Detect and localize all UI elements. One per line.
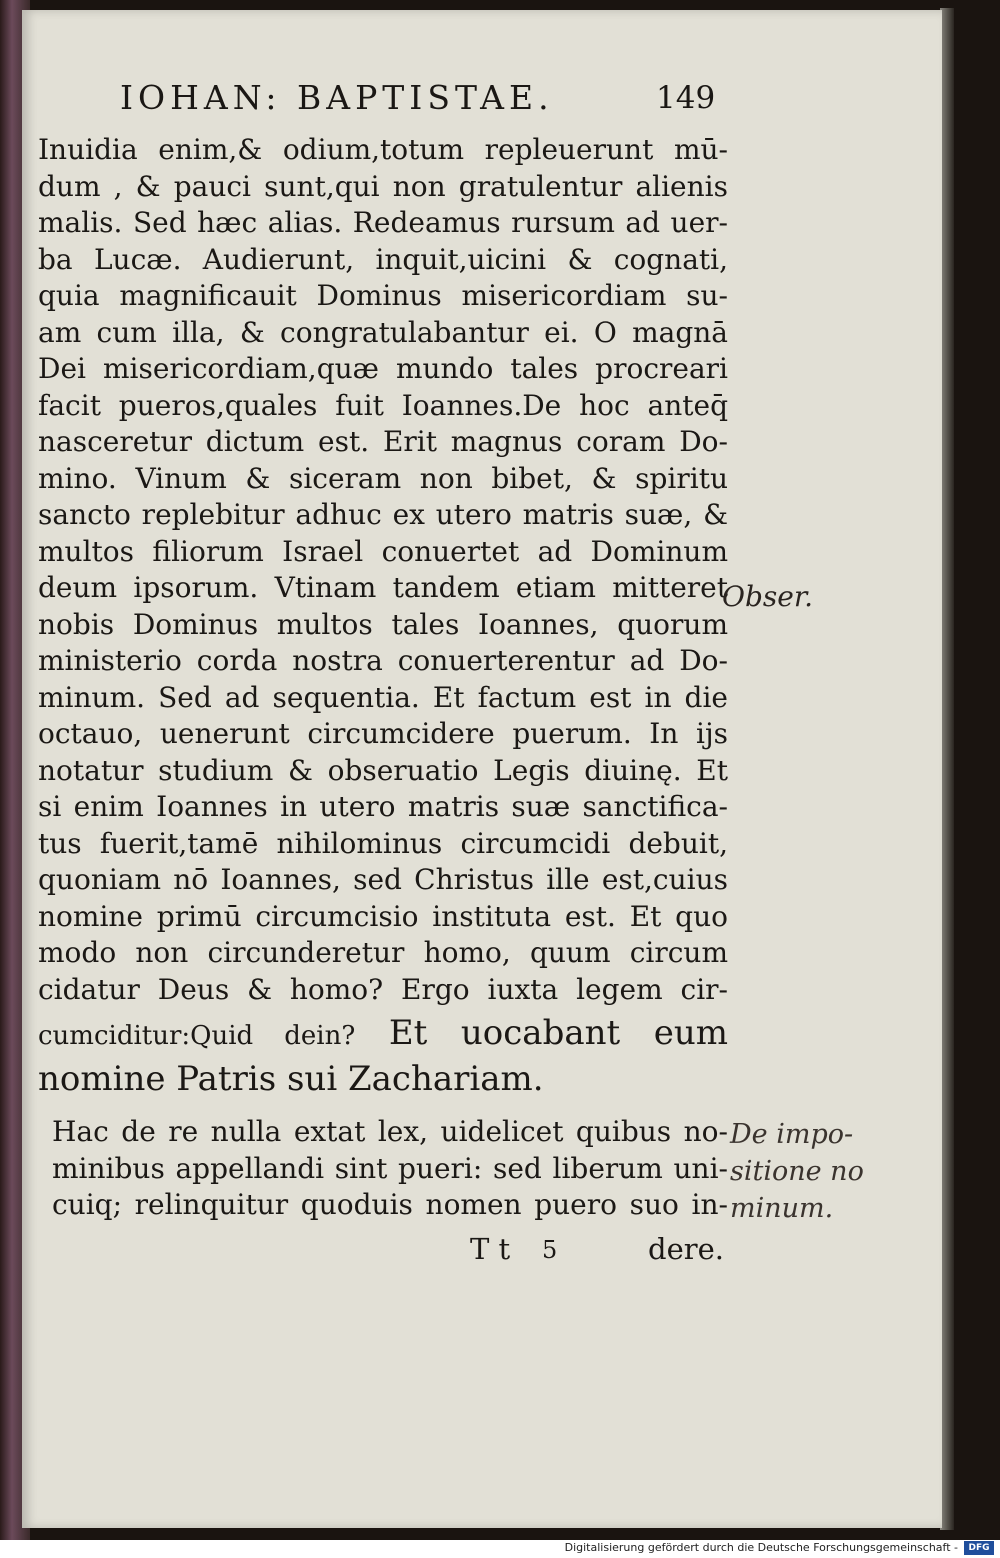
body-text [38,132,728,1224]
marginal-line: minum. [730,1193,834,1224]
marginal-line: sitione no [730,1156,864,1187]
heading-prefix: cumciditur:Quid dein? [38,1021,356,1051]
dfg-logo: DFG [964,1541,994,1555]
text-line: facit pueros,quales fuit Ioannes.De hoc anteq̄ [38,388,728,422]
text-line: am cum illa, & congratulabantur ei. O magnā [38,315,728,349]
text-line: sancto replebitur adhuc ex utero matris suæ, & [38,498,728,531]
paragraph [38,1114,728,1224]
page-number: 149 [656,80,716,116]
text-line: deum ipsorum. Vtinam tandem etiam mitteret [38,571,728,604]
signature-mark: T t [470,1232,511,1266]
running-head: IOHAN: BAPTISTAE. [120,78,554,117]
text-line: quia magnificauit Dominus misericordiam su- [38,279,728,312]
page-edge-shadow [940,8,954,1530]
marginal-note-obser: Obser. [722,580,814,613]
heading-line: nomine Patris sui Zachariam. [38,1059,544,1099]
text-line: si enim Ioannes in utero matris suæ sanctifica- [38,790,728,823]
text-line: malis. Sed hæc alias. Redeamus rursum ad uer- [38,206,728,239]
heading-line [38,1010,728,1056]
marginal-note-de-impositione [730,1116,864,1227]
funding-credit: Digitalisierung gefördert durch die Deutsche Forschungsgemeinschaft - [564,1541,958,1554]
text-line: nasceretur dictum est. Erit magnus coram Do- [38,425,728,458]
text-line: cuiq; relinquitur quoduis nomen puero suo in- [52,1188,728,1221]
text-line: Inuidia enim,& odium,totum repleuerunt mū- [38,133,728,166]
text-line: tus fuerit,tamē nihilominus circumcidi debuit, [38,826,728,860]
text-line: modo non circunderetur homo, quum circum [38,936,728,969]
text-line: notatur studium & obseruatio Legis diuinę. Et [38,753,728,787]
text-line: ba Lucæ. Audierunt, inquit,uicini & cognati, [38,242,728,276]
text-line: ministerio corda nostra conuerterentur ad Do- [38,644,728,677]
text-line: Hac de re nulla extat lex, uidelicet quibus no- [52,1115,728,1148]
text-line: minibus appellandi sint pueri: sed liberum uni- [52,1151,728,1185]
text-line: octauo, uenerunt circumcidere puerum. In ijs [38,717,728,750]
text-line: mino. Vinum & siceram non bibet, & spiritu [38,461,728,495]
text-line: cidatur Deus & homo? Ergo iuxta legem cir- [38,972,728,1006]
text-line: dum , & pauci sunt,qui non gratulentur alienis [38,169,728,203]
text-line: Dei misericordiam,quæ mundo tales procreari [38,352,728,385]
section-heading [38,1010,728,1102]
text-line: multos filiorum Israel conuertet ad Dominum [38,534,728,568]
heading-text: Et uocabant eum [388,1013,728,1053]
marginal-line: De impo- [730,1119,854,1150]
text-line: minum. Sed ad sequentia. Et factum est in die [38,680,728,714]
catchword: dere. [648,1232,724,1266]
text-line: quoniam nō Ioannes, sed Christus ille est,cuius [38,863,728,896]
signature-number: 5 [542,1236,558,1264]
text-line: nomine primū circumcisio instituta est. Et quo [38,899,728,933]
text-line: nobis Dominus multos tales Ioannes, quorum [38,607,728,641]
